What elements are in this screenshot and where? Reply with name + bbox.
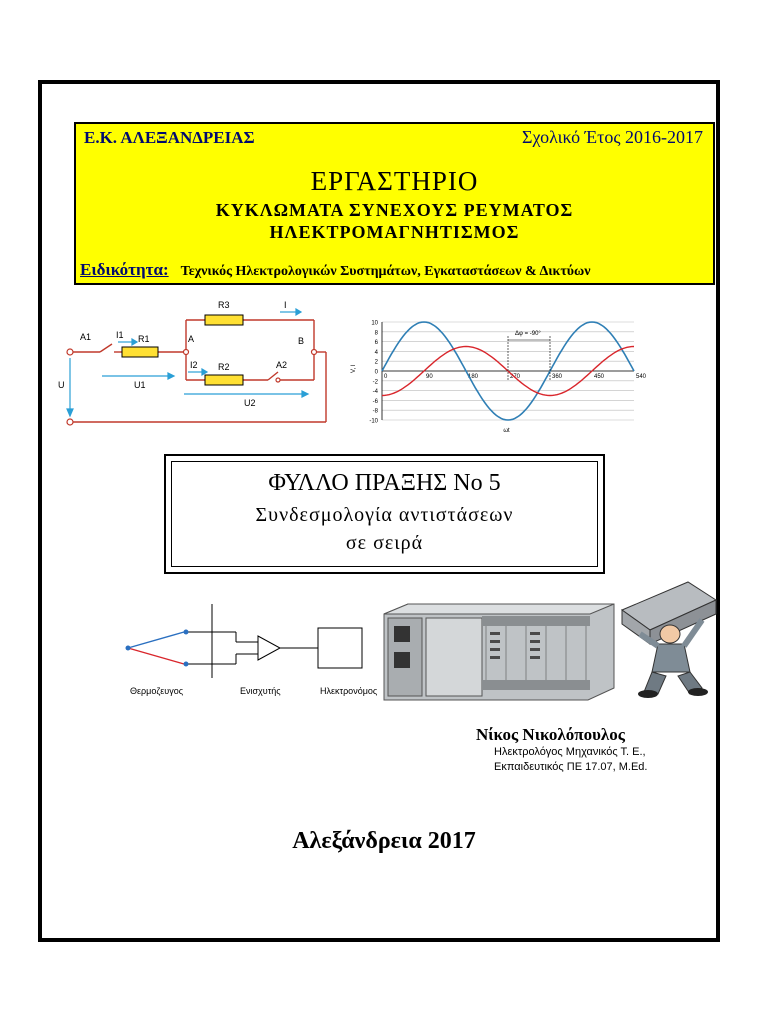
circuit-diagram bbox=[52, 296, 342, 432]
y-tick-label: -6 bbox=[372, 398, 378, 405]
label-i1: I1 bbox=[116, 330, 124, 340]
sheet-subtitle-2: σε σειρά bbox=[345, 532, 424, 554]
plc-illustration bbox=[376, 600, 620, 702]
y-tick-label: -2 bbox=[372, 379, 378, 386]
label-amplifier: Ενισχυτής bbox=[240, 686, 281, 696]
school-name: Ε.Κ. ΑΛΕΞΑΝΔΡΕΙΑΣ bbox=[84, 128, 255, 147]
label-u: U bbox=[58, 380, 65, 390]
label-u2: U2 bbox=[244, 398, 256, 408]
y-tick-label: 8 bbox=[374, 330, 378, 337]
author-name: Νίκος Νικολόπουλος bbox=[476, 725, 625, 744]
author-title-1: Ηλεκτρολόγος Μηχανικός Τ. Ε., bbox=[494, 746, 646, 758]
x-axis-label: ωt bbox=[503, 428, 510, 434]
y-tick-label: 2 bbox=[374, 359, 378, 366]
sensor-diagram bbox=[120, 598, 382, 702]
label-i2: I2 bbox=[190, 360, 198, 370]
label-a1: A1 bbox=[80, 332, 92, 342]
label-r1: R1 bbox=[138, 334, 150, 344]
label-thermocouple: Θερμοζευγος bbox=[130, 686, 184, 696]
label-node-b: B bbox=[298, 336, 305, 346]
lab-title: ΕΡΓΑΣΤΗΡΙΟ bbox=[310, 166, 479, 196]
y-tick-label: 0 bbox=[374, 369, 378, 376]
label-relay: Ηλεκτρονόμος bbox=[320, 686, 378, 696]
sheet-title: ΦΥΛΛΟ ΠΡΑΞΗΣ Νο 5 bbox=[268, 470, 501, 496]
x-tick-label: 270 bbox=[510, 374, 521, 380]
x-tick-label: 450 bbox=[594, 374, 605, 380]
specialty-label: Ειδικότητα: bbox=[80, 260, 169, 279]
lab-subtitle-2: ΗΛΕΚΤΡΟΜΑΓΝΗΤΙΣΜΟΣ bbox=[269, 222, 520, 242]
y-tick-label: -8 bbox=[372, 408, 378, 415]
sheet-title-box bbox=[164, 454, 605, 574]
waveform-chart bbox=[344, 312, 647, 436]
x-tick-label: 0 bbox=[384, 374, 388, 380]
phase-label: Δφ = -90° bbox=[515, 331, 541, 337]
y-tick-label: 10 bbox=[371, 320, 378, 327]
label-r3: R3 bbox=[218, 300, 230, 310]
y-axis-label: V, I bbox=[351, 364, 357, 373]
specialty-line bbox=[80, 260, 591, 280]
label-u1: U1 bbox=[134, 380, 146, 390]
x-tick-label: 90 bbox=[426, 374, 433, 380]
lab-subtitle-1: ΚΥΚΛΩΜΑΤΑ ΣΥΝΕΧΟΥΣ ΡΕΥΜΑΤΟΣ bbox=[215, 200, 574, 220]
y-tick-label: 4 bbox=[374, 349, 378, 356]
sheet-subtitle-1: Συνδεσμολογία αντιστάσεων bbox=[255, 504, 514, 526]
label-i: I bbox=[284, 300, 287, 310]
footer-city-year: Αλεξάνδρεια 2017 bbox=[292, 828, 476, 854]
x-tick-label: 540 bbox=[636, 374, 647, 380]
label-a2: A2 bbox=[276, 360, 288, 370]
y-tick-label: 6 bbox=[374, 340, 378, 347]
y-tick-label: -4 bbox=[372, 389, 378, 396]
y-tick-label: -10 bbox=[369, 418, 378, 425]
x-tick-label: 360 bbox=[552, 374, 563, 380]
x-tick-label: 180 bbox=[468, 374, 479, 380]
school-year: Σχολικό Έτος 2016-2017 bbox=[522, 127, 703, 147]
author-title-2: Εκπαιδευτικός ΠΕ 17.07, M.Ed. bbox=[494, 761, 648, 773]
header-box bbox=[74, 122, 715, 285]
specialty-value: Τεχνικός Ηλεκτρολογικών Συστημάτων, Εγκαταστάσεων & Δικτύων bbox=[180, 264, 591, 279]
sheet-title-inner-border bbox=[171, 461, 598, 567]
label-r2: R2 bbox=[218, 362, 230, 372]
label-node-a: A bbox=[188, 334, 195, 344]
worker-cartoon bbox=[618, 580, 722, 700]
